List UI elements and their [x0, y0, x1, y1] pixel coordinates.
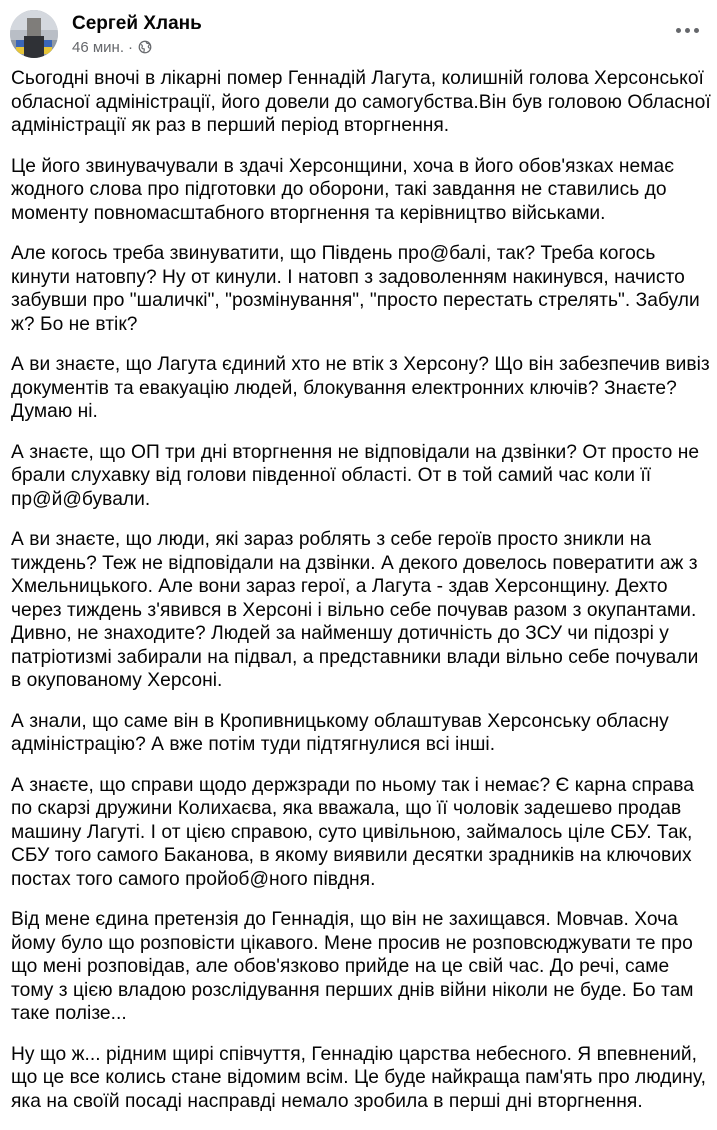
- more-options-icon: [676, 28, 681, 33]
- post-meta: [72, 38, 152, 56]
- paragraph: А ви знаєте, що Лагута єдиний хто не втік з Херсону? Що він забезпечив вивіз документів та евакуацію людей, блокування електронних ключів? Знаєте? Думаю ні.: [11, 354, 710, 422]
- post-time[interactable]: 46 мин.: [72, 38, 124, 56]
- more-options-button[interactable]: [669, 16, 705, 44]
- avatar[interactable]: [10, 10, 58, 58]
- post-header: [0, 0, 717, 68]
- paragraph: Але когось треба звинуватити, що Південь про@балі, так? Треба когось кинути натовпу? Ну от кинули. І натовп з задоволенням накинувся, начисто забувши про "шаличкі", "розмінування", "просто перестать стрелять". Забули ж? Бо не втік?: [11, 243, 700, 335]
- paragraph: Ну що ж... рідним щирі співчуття, Геннадію царства небесного. Я впевнений, що це все колись стане відомим всім. Це буде найкраща пам'ять про людину, яка на своїй посаді насправді немало зробила в перші дні вторгнення.: [11, 1043, 707, 1112]
- author-name[interactable]: Сергей Хлань: [72, 13, 202, 34]
- paragraph: А знаєте, що ОП три дні вторгнення не відповідали на дзвінки? От просто не брали слухавку від голови південної області. От в той самий час коли її пр@й@бували.: [11, 441, 700, 510]
- paragraph: А знаєте, що справи щодо держзради по ньому так і немає? Є карна справа по скарзі дружини Колихаєва, яка вважала, що її чоловік задешево продав машину Лагуті. І от цією справою, суто цивільною, займалось ціле СБУ. Так, СБУ того самого Баканова, в якому виявили десятки зрадників на ключових постах того самого пройоб@ного півдня.: [11, 774, 694, 890]
- globe-icon[interactable]: [138, 40, 152, 54]
- paragraph: Це його звинувачували в здачі Херсонщини, хоча в його обов'язках немає жодного слова про підготовки до оборони, такі завдання не ставились до моменту повномасштабного вторгнення та керівництво військами.: [11, 155, 675, 224]
- paragraph: Від мене єдина претензія до Геннадія, що він не захищався. Мовчав. Хоча йому було що розповісти цікавого. Мене просив не розповсюджувати те про що мені розповідав, але обов'язково прийде на це свій час. До речі, саме тому з цією владою розслідування перших днів війни ніколи не буде. Бо там таке полізе...: [11, 909, 694, 1024]
- paragraph: А ви знаєте, що люди, які зараз роблять з себе героїв просто зникли на тиждень? Теж не відповідали на дзвінки. А декого довелось повератити аж з Хмельницького. Але вони зараз герої, а Лагута - здав Херсонщину. Дехто через тиждень з'явився в Херсоні і вільно себе почував разом з окупантами. Дивно, не знаходите? Людей за найменшу дотичність до ЗСУ чи підозрі у патріотизмі забирали на підвал, а представники влади вільно себе почували в окупованому Херсоні.: [11, 529, 699, 691]
- meta-separator: ·: [128, 38, 133, 56]
- more-options-dot: [694, 28, 699, 33]
- more-options-dot: [685, 28, 690, 33]
- post-text: [11, 67, 711, 1130]
- paragraph: А знали, що саме він в Кропивницькому облаштував Херсонську обласну адміністрацію? А вже потім туди підтягнулися всі інші.: [11, 710, 669, 755]
- paragraph: Сьогодні вночі в лікарні помер Геннадій Лагута, колишній голова Херсонської обласної адміністрації, його довели до самогубства.Він був головою Обласної адміністрації як раз в перший період вторгнення.: [11, 68, 711, 136]
- avatar-image: [10, 10, 58, 58]
